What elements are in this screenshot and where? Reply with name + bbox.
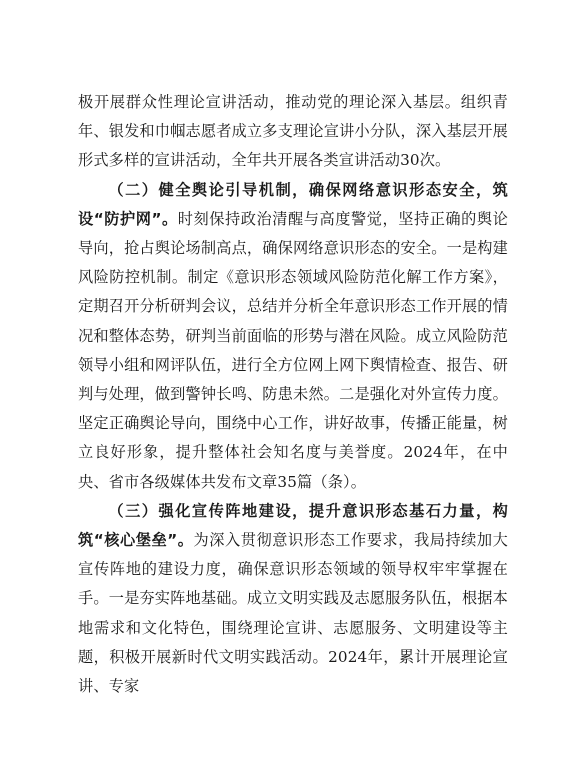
section-two-heading: （二）健全舆论引导机制，确保网络意识形态安全，筑设“防护网”。 <box>78 180 508 228</box>
paragraph-continuation: 极开展群众性理论宣讲活动，推动党的理论深入基层。组织青年、银发和巾帼志愿者成立多支理论宣讲小分队，深入基层开展形式多样的宣讲活动，全年共开展各类宣讲活动30次。 <box>78 93 508 170</box>
document-body <box>78 88 508 701</box>
section-three-body: 为深入贯彻意识形态工作要求，我局持续加大宣传阵地的建设力度，确保意识形态领域的领导权牢牢掌握在手。一是夯实阵地基础。成立文明实践及志愿服务队伍，根据本地需求和文化特色，围绕理论宣讲、志愿服务、文明建设等主题，积极开展新时代文明实践活动。2024年，累计开展理论宣讲、专家 <box>78 531 509 696</box>
section-two-body: 时刻保持政治清醒与高度警觉，坚持正确的舆论导向，抢占舆论场制高点，确保网络意识形态的安全。一是构建风险防控机制。制定《意识形态领域风险防范化解工作方案》，定期召开分析研判会议，总结并分析全年意识形态工作开展的情况和整体态势，研判当前面临的形势与潜在风险。成立风险防范领导小组和网评队伍，进行全方位网上网下舆情检查、报告、研判与处理，做到警钟长鸣、防患未然。二是强化对外宣传力度。坚定正确舆论导向，围绕中心工作，讲好故事，传播正能量，树立良好形象，提升整体社会知名度与美誉度。2024年，在中央、省市各级媒体共发布文章35篇（条）。 <box>78 209 508 491</box>
section-three-heading: （三）强化宣传阵地建设，提升意识形态基石力量，构筑“核心堡垒”。 <box>78 501 508 550</box>
paragraph-section-two <box>78 176 508 497</box>
paragraph-section-three <box>78 497 508 701</box>
